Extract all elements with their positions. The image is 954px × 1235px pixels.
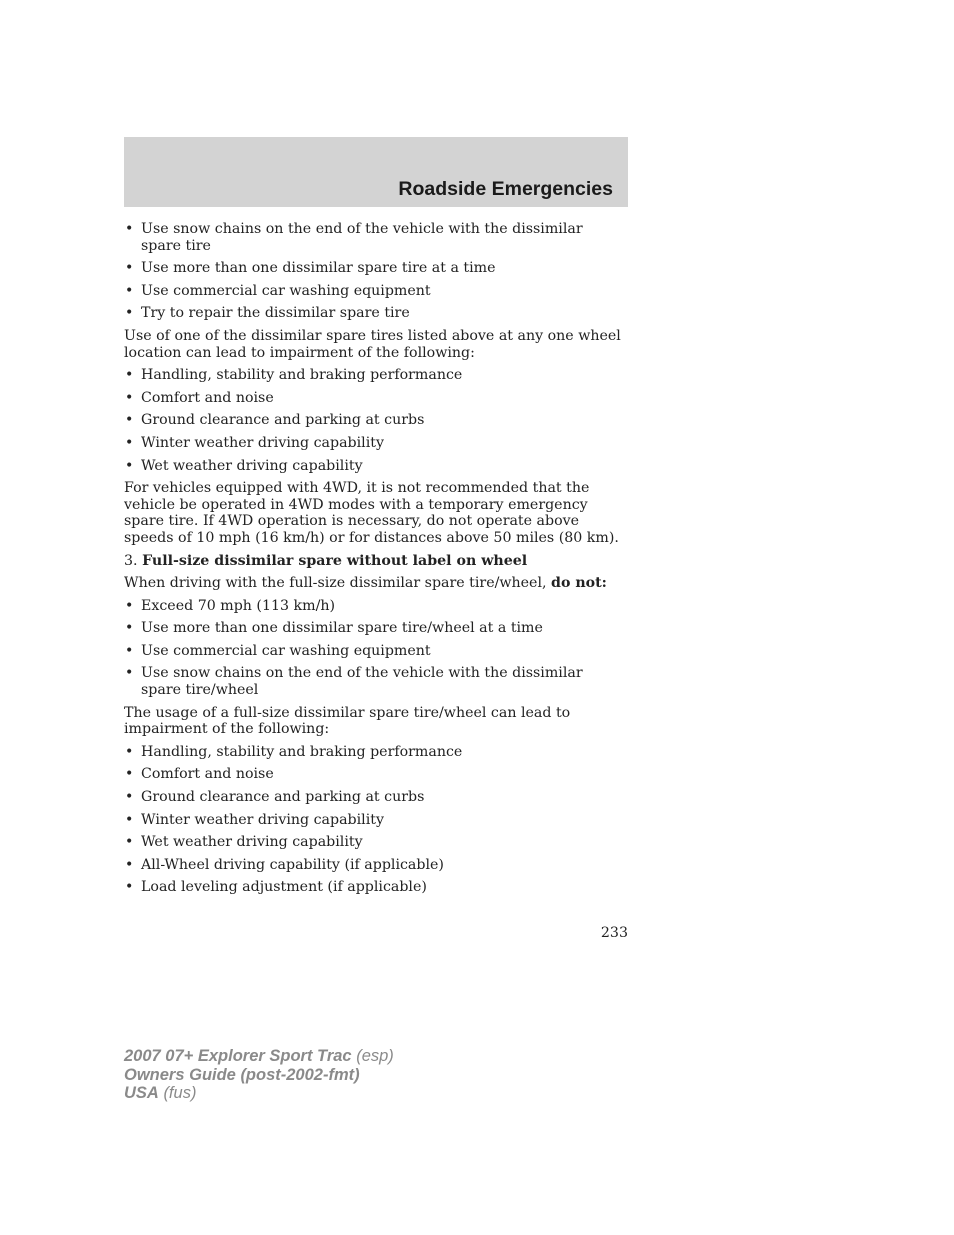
bullet-icon: •	[125, 665, 134, 682]
paragraph-full-size-intro: When driving with the full-size dissimilar spare tire/wheel, do not:	[124, 575, 607, 592]
section-title: Roadside Emergencies	[398, 178, 613, 200]
bullet-list-impairments	[124, 367, 624, 474]
list-item: • Handling, stability and braking performance	[125, 743, 463, 760]
footer-line-market: USA (fus)	[124, 1084, 197, 1102]
list-item: • Winter weather driving capability	[125, 811, 384, 828]
paragraph-full-size-impairment-intro: The usage of a full-size dissimilar spare tire/wheel can lead to impairment of the following:	[124, 704, 571, 738]
list-item: • Use snow chains on the end of the vehicle with the dissimilar spare tire/wheel	[125, 665, 583, 699]
bullet-list-full-size-dont	[124, 598, 624, 699]
paragraph-impairment-intro: Use of one of the dissimilar spare tires listed above at any one wheel location can lead to impairment of the following:	[124, 327, 621, 361]
list-item: • Use snow chains on the end of the vehicle with the dissimilar spare tire	[125, 221, 583, 254]
page-content	[124, 221, 624, 902]
list-item: • Handling, stability and braking performance	[125, 367, 463, 384]
bullet-icon: •	[125, 879, 134, 896]
list-item: • Use commercial car washing equipment	[125, 282, 431, 299]
list-item: • Comfort and noise	[125, 389, 274, 406]
bullet-icon: •	[125, 597, 134, 614]
bullet-icon: •	[125, 305, 134, 322]
bullet-icon: •	[125, 389, 134, 406]
paragraph-4wd-warning: For vehicles equipped with 4WD, it is not recommended that the vehicle be operated in 4WD modes with a temporary emergency spare tire. If 4WD operation is necessary, do not operate above speeds of 10 mph (16 km/h) or for distances above 50 miles (80 km).	[124, 480, 619, 546]
list-item: • All-Wheel driving capability (if applicable)	[125, 856, 444, 873]
bullet-icon: •	[125, 221, 134, 237]
list-item: • Load leveling adjustment (if applicable)	[125, 879, 427, 896]
list-item: • Comfort and noise	[125, 766, 274, 783]
list-item: • Wet weather driving capability	[125, 457, 363, 474]
list-item: • Try to repair the dissimilar spare tire	[125, 305, 410, 322]
bullet-icon: •	[125, 789, 134, 806]
list-item: • Use commercial car washing equipment	[125, 642, 431, 659]
bullet-icon: •	[125, 620, 134, 637]
bullet-list-temporary-spare-dont	[124, 221, 624, 322]
bullet-icon: •	[125, 367, 134, 384]
bullet-icon: •	[125, 834, 134, 851]
section-header-bar	[124, 137, 628, 207]
list-item: • Exceed 70 mph (113 km/h)	[125, 597, 336, 614]
list-item: • Ground clearance and parking at curbs	[125, 412, 425, 429]
page-number: 233	[600, 925, 628, 941]
section-heading-full-size-spare: 3. Full-size dissimilar spare without label on wheel	[124, 552, 528, 569]
bullet-icon: •	[125, 856, 134, 873]
bullet-icon: •	[125, 282, 134, 299]
list-item: • Use more than one dissimilar spare tire/wheel at a time	[125, 620, 543, 637]
bullet-icon: •	[125, 260, 134, 277]
list-item: • Ground clearance and parking at curbs	[125, 789, 425, 806]
bullet-icon: •	[125, 743, 134, 760]
list-item: • Wet weather driving capability	[125, 834, 363, 851]
bullet-icon: •	[125, 434, 134, 451]
list-item: • Use more than one dissimilar spare tire at a time	[125, 260, 496, 277]
footer-line-model: 2007 07+ Explorer Sport Trac (esp)	[124, 1047, 394, 1065]
bullet-icon: •	[125, 412, 134, 429]
bullet-icon: •	[125, 457, 134, 474]
bullet-icon: •	[125, 766, 134, 783]
document-footer	[124, 1047, 394, 1103]
bullet-list-full-size-impairments	[124, 744, 624, 896]
bullet-icon: •	[125, 642, 134, 659]
footer-line-guide: Owners Guide (post-2002-fmt)	[124, 1065, 360, 1084]
list-item: • Winter weather driving capability	[125, 434, 384, 451]
bullet-icon: •	[125, 811, 134, 828]
